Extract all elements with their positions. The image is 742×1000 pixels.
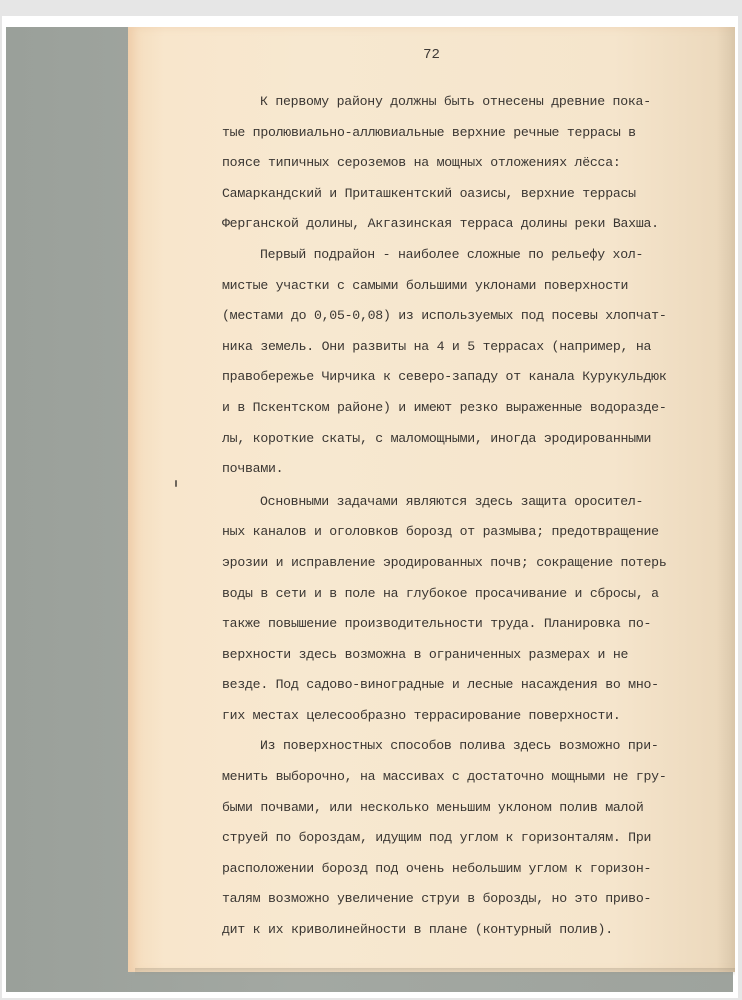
page-number: 72 [423, 47, 440, 63]
text-line: дит к их криволинейности в плане (контурный полив). [222, 922, 613, 938]
text-line: эрозии и исправление эродированных почв; сокращение потерь [222, 554, 667, 570]
text-line: воды в сети и в поле на глубокое просачивание и сбросы, а [222, 585, 659, 601]
text-line: талям возможно увеличение струи в борозды, но это приво- [222, 891, 652, 907]
text-line: тые пролювиально-аллювиальные верхние речные террасы в [222, 124, 636, 140]
stray-ink-mark [175, 480, 177, 487]
text-line: правобережье Чирчика к северо-западу от канала Курукульдюк [222, 369, 667, 385]
text-line: почвами. [222, 461, 284, 477]
text-line: лы, короткие скаты, с маломощными, иногда эродированными [222, 430, 652, 446]
text-line: верхности здесь возможна в ограниченных размерах и не [222, 646, 629, 662]
text-line: быми почвами, или несколько меньшим уклоном полив малой [222, 799, 644, 815]
text-line: Основными задачами являются здесь защита оросител- [260, 493, 644, 509]
text-line: менить выборочно, на массивах с достаточно мощными не гру- [222, 769, 667, 785]
text-line: К первому району должны быть отнесены древние пока- [260, 94, 651, 109]
text-line: Первый подрайон - наиболее сложные по рельефу хол- [260, 246, 644, 262]
text-line: мистые участки с самыми большими уклонами поверхности [222, 277, 629, 293]
paragraph-4 [222, 731, 702, 945]
text-line: поясе типичных сероземов на мощных отложениях лёсса: [222, 155, 621, 171]
paragraph-2 [222, 240, 702, 485]
paragraph-3 [222, 487, 702, 732]
text-line: везде. Под садово-виноградные и лесные насаждения во мно- [222, 677, 659, 693]
text-line: ных каналов и оголовков борозд от размыва; предотвращение [222, 524, 659, 540]
document-page [128, 27, 735, 972]
text-line: струей по бороздам, идущим под углом к горизонталям. При [222, 830, 652, 846]
text-line: Самаркандский и Приташкентский оазисы, верхние террасы [222, 185, 636, 201]
text-line: Из поверхностных способов полива здесь возможно при- [260, 738, 659, 754]
text-line: гих местах целесообразно террасирование поверхности. [222, 707, 621, 723]
page-edge-shadow [135, 968, 735, 976]
body-text [222, 87, 702, 946]
text-line: расположении борозд под очень небольшим углом к горизон- [222, 860, 652, 876]
text-line: и в Пскентском районе) и имеют резко выраженные водоразде- [222, 399, 667, 415]
text-line: ника земель. Они развиты на 4 и 5 террасах (например, на [222, 338, 652, 354]
paragraph-1 [222, 87, 702, 240]
text-line: (местами до 0,05-0,08) из используемых под посевы хлопчат- [222, 308, 667, 324]
text-line: Ферганской долины, Акгазинская терраса долины реки Вахша. [222, 216, 659, 232]
text-line: также повышение производительности труда. Планировка по- [222, 616, 652, 632]
